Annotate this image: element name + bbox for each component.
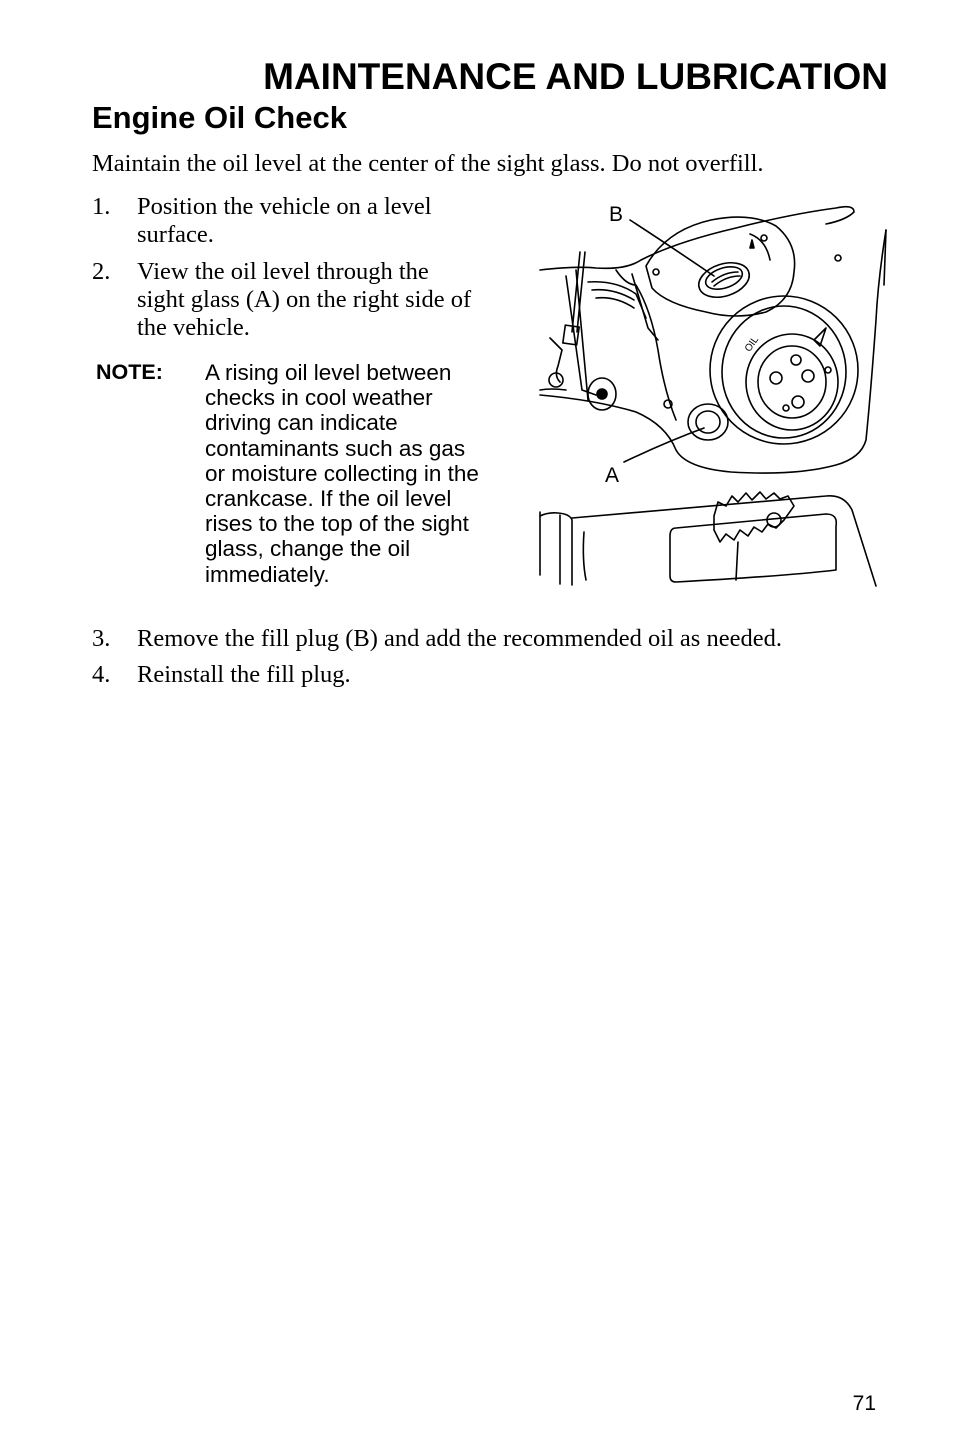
step-text: Remove the fill plug (B) and add the recommended oil as needed. (137, 625, 782, 652)
engine-oil-figure (536, 190, 892, 590)
subsection-title: Engine Oil Check (92, 100, 347, 135)
step-text: Position the vehicle on a level surface. (137, 193, 432, 248)
callout-b-label: B (609, 203, 624, 226)
step-number: 1. (92, 193, 111, 220)
step-number: 3. (92, 625, 111, 652)
section-title: MAINTENANCE AND LUBRICATION (263, 56, 888, 97)
step-text: View the oil level through the sight glass (A) on the right side of the vehicle. (137, 258, 472, 341)
step-number: 4. (92, 661, 111, 688)
step-number: 2. (92, 258, 111, 285)
step-text: Reinstall the fill plug. (137, 661, 351, 688)
oil-marking-label: OIL (742, 334, 762, 355)
note-label: NOTE: (96, 360, 163, 384)
callout-a-label: A (605, 464, 620, 487)
page-number: 71 (852, 1392, 876, 1415)
intro-paragraph: Maintain the oil level at the center of the sight glass. Do not overfill. (92, 150, 764, 177)
note-text: A rising oil level between checks in cool weather driving can indicate contaminants such as gas or moisture collecting in the crankcase. If the oil level rises to the top of the sight glass, change the oil immediately. (205, 360, 479, 587)
